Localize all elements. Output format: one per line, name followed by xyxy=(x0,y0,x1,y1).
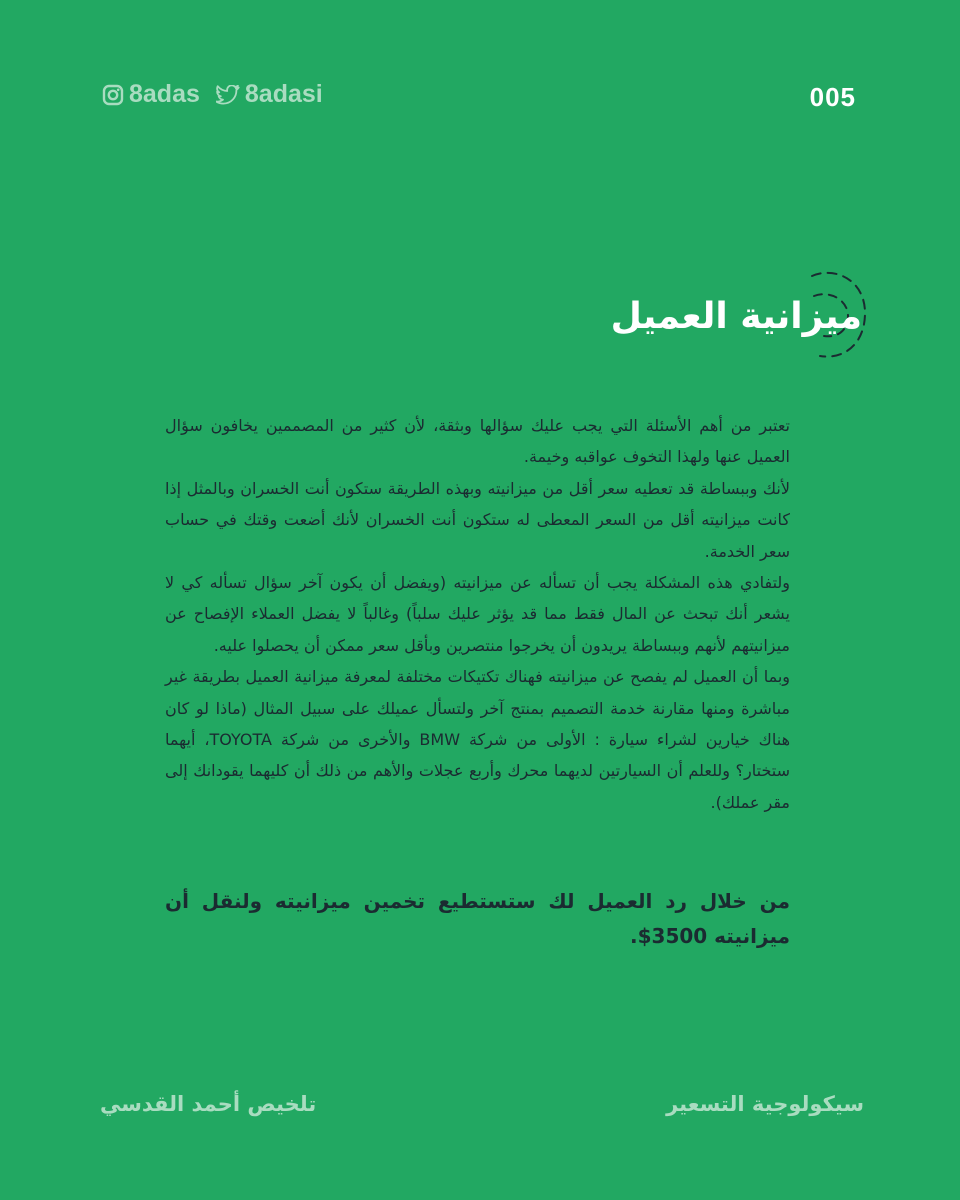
book-title: سيكولوجية التسعير xyxy=(666,1092,864,1116)
social-handles xyxy=(102,80,323,109)
instagram-handle[interactable] xyxy=(102,80,200,109)
body-text xyxy=(165,410,790,818)
paragraph: ولتفادي هذه المشكلة يجب أن تسأله عن ميزانيته (ويفضل أن يكون آخر سؤال تسأله كي لا يشعر أنك تبحث عن المال فقط مما قد يؤثر عليك سلباً) وغالباً لا يفضل العملاء الإفصاح عن ميزانيتهم لأنهم وببساطة يريدون أن يخرجوا منتصرين وبأقل سعر ممكن أن يحصلوا عليه. xyxy=(165,573,790,655)
conclusion-text: من خلال رد العميل لك ستستطيع تخمين ميزانيته ولنقل أن ميزانيته 3500$. xyxy=(165,889,790,948)
paragraph: تعتبر من أهم الأسئلة التي يجب عليك سؤالها وبثقة، لأن كثير من المصممين يخافون سؤال العميل عنها ولهذا التخوف عواقبه وخيمة. xyxy=(165,416,790,467)
paragraph: لأنك وببساطة قد تعطيه سعر أقل من ميزانيته وبهذه الطريقة ستكون أنت الخسران وبالمثل إذا كانت ميزانيته أقل من السعر المعطى له ستكون أنت الخسران لأنك أضعت وقتك في حساب سعر الخدمة. xyxy=(165,478,790,561)
page-title: ميزانية العميل xyxy=(610,296,862,337)
paragraph: وبما أن العميل لم يفصح عن ميزانيته فهناك تكتيكات مختلفة لمعرفة ميزانية العميل بطريقة غير مباشرة ومنها مقارنة خدمة التصميم بمنتج آخر ولتسأل عميلك على سبيل المثال (ماذا لو كان هناك خيارين لشراء سيارة : الأولى من شركة BMW والأخرى من شركة TOYOTA، أيهما ستختار؟ وللعلم أن السيارتين لديهما محرك وأربع عجلات والأهم من ذلك أن كليهما يقودانك إلى مقر عملك). xyxy=(165,667,791,812)
twitter-icon xyxy=(216,85,240,105)
instagram-icon xyxy=(102,84,124,106)
instagram-handle-text: 8adas xyxy=(129,80,200,108)
twitter-handle[interactable] xyxy=(216,80,323,109)
page-number: 005 xyxy=(809,82,856,112)
twitter-handle-text: 8adasi xyxy=(244,80,323,108)
summary-credit: تلخيص أحمد القدسي xyxy=(100,1092,317,1116)
title-block xyxy=(570,268,870,364)
